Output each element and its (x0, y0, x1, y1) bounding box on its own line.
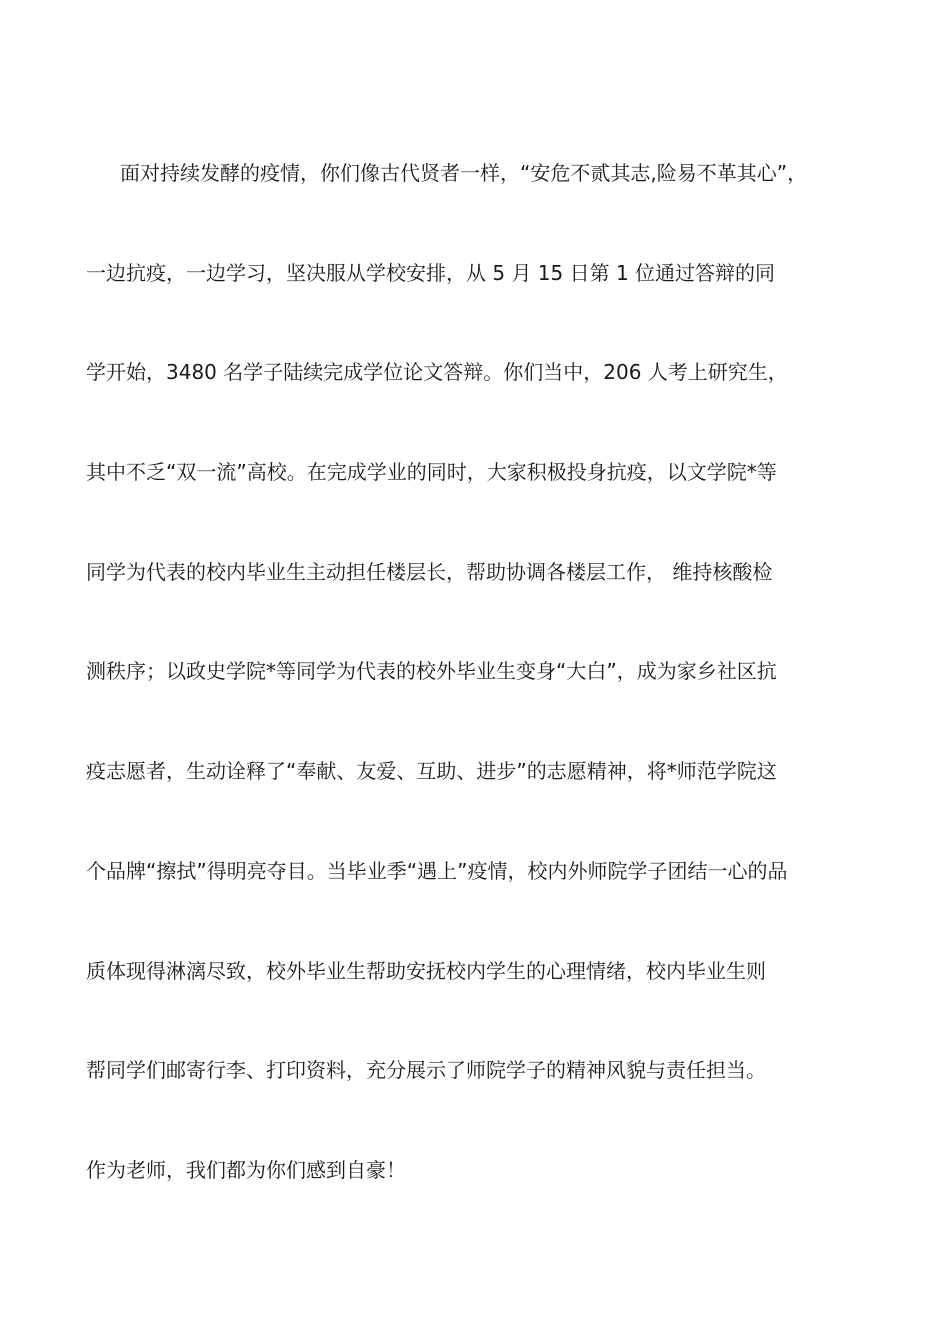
paragraph-line: 测秩序；以政史学院*等同学为代表的校外毕业生变身“大白”，成为家乡社区抗 (86, 659, 777, 684)
paragraph-line: 同学为代表的校内毕业生主动担任楼层长，帮助协调各楼层工作， 维持核酸检 (86, 559, 773, 584)
paragraph (86, 148, 886, 1245)
paragraph-line: 面对持续发酵的疫情，你们像古代贤者一样，“安危不贰其志,险易不革其心”， (120, 161, 808, 185)
paragraph-line: 帮同学们邮寄行李、打印资料，充分展示了师院学子的精神风貌与责任担当。 (86, 1058, 766, 1083)
paragraph-line: 作为老师，我们都为你们感到自豪！ (86, 1157, 406, 1182)
paragraph-line: 质体现得淋漓尽致，校外毕业生帮助安抚校内学生的心理情绪，校内毕业生则 (86, 958, 766, 983)
paragraph-line: 个品牌“擦拭”得明亮夺目。当毕业季“遇上”疫情，校内外师院学子团结一心的品 (86, 858, 788, 883)
paragraph-line: 其中不乏“双一流”高校。在完成学业的同时，大家积极投身抗疫，以文学院*等 (86, 460, 777, 485)
paragraph-line: 疫志愿者，生动诠释了“奉献、友爱、互助、进步”的志愿精神，将*师范学院这 (86, 759, 777, 784)
paragraph-line: 一边抗疫，一边学习，坚决服从学校安排，从 5 月 15 日第 1 位通过答辩的同 (86, 260, 776, 285)
paragraph-line: 学开始，3480 名学子陆续完成学位论文答辩。你们当中，206 人考上研究生， (86, 360, 788, 385)
